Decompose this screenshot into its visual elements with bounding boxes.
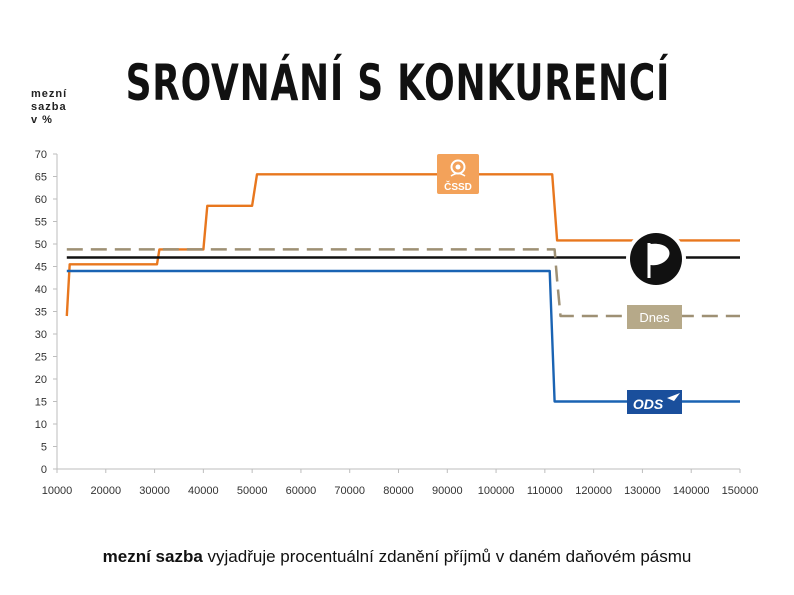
caption xyxy=(0,547,794,567)
y-tick-label: 40 xyxy=(34,284,47,296)
x-tick-label: 60000 xyxy=(285,485,317,497)
cssd-badge-label: ČSSD xyxy=(444,182,472,193)
y-tick-label: 20 xyxy=(34,374,47,386)
x-tick-label: 120000 xyxy=(575,485,613,497)
y-tick-label: 25 xyxy=(34,351,47,364)
x-tick-label: 20000 xyxy=(90,485,122,497)
y-tick-label: 50 xyxy=(34,239,47,251)
ods-badge xyxy=(627,390,682,414)
x-tick-label: 150000 xyxy=(721,485,759,497)
y-tick-label: 0 xyxy=(40,464,47,476)
caption-term: mezní sazba xyxy=(102,547,203,566)
cssd-badge xyxy=(437,154,479,194)
y-tick-label: 45 xyxy=(34,261,47,274)
dnes-badge xyxy=(627,305,682,329)
dnes-badge-label: Dnes xyxy=(639,310,670,325)
y-axis-label-line: mezní xyxy=(31,88,68,100)
x-tick-label: 70000 xyxy=(334,485,366,497)
x-tick-label: 40000 xyxy=(188,485,219,497)
y-axis-label-line: v % xyxy=(31,114,53,126)
x-tick-label: 90000 xyxy=(431,485,463,497)
y-tick-label: 10 xyxy=(34,419,47,431)
y-tick-label: 65 xyxy=(34,171,47,184)
caption-text: vyjadřuje procentuální zdanění příjmů v daném daňovém pásmu xyxy=(202,547,692,566)
x-tick-label: 140000 xyxy=(672,485,710,497)
pirate-flag-icon xyxy=(626,229,686,289)
y-tick-label: 70 xyxy=(34,149,47,161)
y-axis-label-line: sazba xyxy=(31,101,67,113)
y-tick-label: 60 xyxy=(34,194,47,206)
y-tick-label: 15 xyxy=(34,396,47,409)
x-tick-label: 80000 xyxy=(383,485,414,497)
ods-badge-label: ODS xyxy=(632,396,664,412)
page-title: SROVNÁNÍ S KONKURENCÍ xyxy=(125,54,671,112)
x-tick-label: 100000 xyxy=(477,485,515,497)
series-line-ods xyxy=(67,271,740,402)
y-tick-label: 5 xyxy=(40,441,47,454)
y-tick-label: 30 xyxy=(34,329,47,341)
x-tick-label: 110000 xyxy=(526,485,563,497)
x-tick-label: 50000 xyxy=(236,485,268,497)
y-tick-label: 35 xyxy=(34,306,47,319)
x-tick-label: 130000 xyxy=(624,485,661,497)
x-tick-label: 10000 xyxy=(41,485,73,497)
x-tick-label: 30000 xyxy=(139,485,170,497)
y-tick-label: 55 xyxy=(34,216,47,229)
chart-series xyxy=(67,174,740,401)
